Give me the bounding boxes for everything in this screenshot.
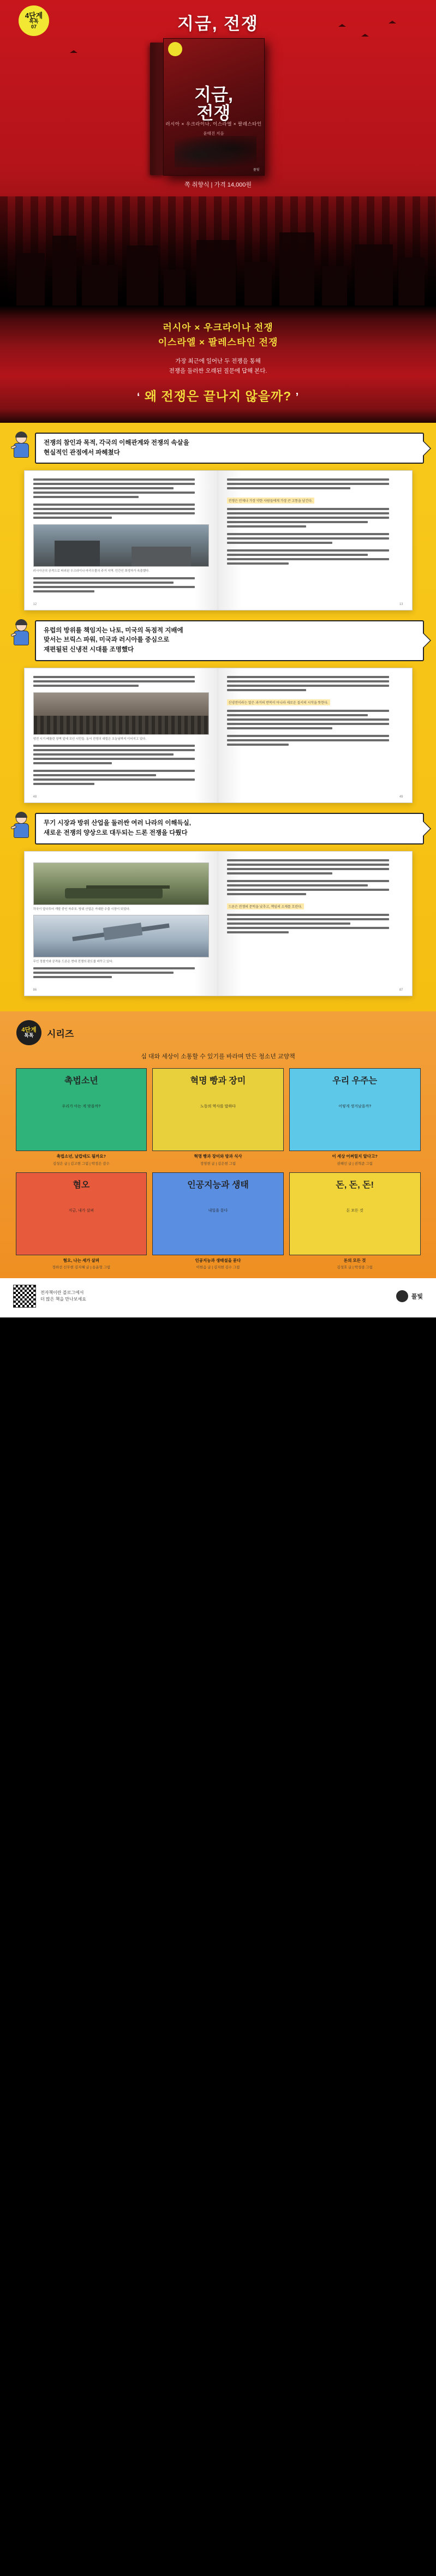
footer-line-2: 더 많은 책을 만나보세요	[40, 1297, 86, 1302]
thumb-subtitle: 지금, 내가 살펴	[68, 1208, 94, 1213]
cover-badge-icon	[168, 42, 182, 56]
text-block	[227, 508, 403, 528]
quote-close-mark: ’	[295, 391, 300, 403]
book-author: 정하선 신무현 김지혜 글 | 송윤형 그림	[52, 1266, 111, 1270]
text-block	[33, 770, 209, 785]
book-title: 돈의 모든 것	[343, 1257, 366, 1263]
feature-header-1	[0, 433, 436, 464]
book-title: 촉법소년, 날캅데도 될까요?	[56, 1154, 106, 1159]
thumb-title: 혐오	[73, 1180, 90, 1190]
hero-section	[0, 0, 436, 305]
publisher-mark-icon	[396, 1290, 408, 1302]
spread-page-left	[25, 852, 218, 996]
page-number-right: 87	[399, 989, 403, 992]
spread-page-right	[218, 668, 412, 802]
highlight-text: 드론은 전쟁의 문턱을 낮추고, 책임의 소재를 흐린다.	[227, 903, 304, 909]
bird-icon	[389, 21, 396, 23]
series-book-card[interactable]	[289, 1172, 421, 1270]
feature-banner-2-line2: 맞서는 브릭스 파워, 미국과 러시아를 중심으로	[44, 637, 170, 644]
series-badge-line2: 톡톡	[24, 1033, 34, 1039]
thumb-title: 인공지능과 생태	[187, 1180, 249, 1190]
text-block	[227, 478, 403, 489]
text-block	[33, 478, 209, 498]
photo-artillery	[33, 862, 209, 905]
series-title: 시리즈	[47, 1028, 74, 1039]
highlight-text: 전쟁은 언제나 가장 약한 사람들에게 가장 큰 고통을 남긴다.	[227, 498, 314, 504]
publisher-logo	[396, 1290, 423, 1302]
series-subtitle: 십 대와 세상이 소통할 수 있기를 바라며 만든 청소년 교양책	[141, 1053, 295, 1061]
thumb-subtitle: 돈 모든 것	[346, 1208, 363, 1213]
page-number-right: 13	[399, 602, 403, 606]
page-number-left: 86	[33, 989, 37, 992]
series-badge-line2: 톡톡	[29, 19, 39, 25]
footer	[0, 1278, 436, 1317]
text-block	[227, 914, 403, 933]
series-badge-line3: 07	[31, 23, 37, 29]
mascot-icon	[12, 813, 31, 838]
band-description-1: 가장 최근에 일어난 두 전쟁을 통해	[175, 358, 261, 364]
war-line-1: 러시아 × 우크라이나 전쟁	[163, 322, 273, 333]
feature-banner-3-line2: 새로운 전쟁의 양상으로 대두되는 드론 전쟁을 다뤘다	[44, 830, 188, 837]
spread-page-right	[218, 852, 412, 996]
book-cover-image	[150, 38, 286, 177]
photo-drone	[33, 915, 209, 957]
footer-line-1: 전자책이란 블로그에서	[40, 1290, 84, 1295]
spread-page-right	[218, 471, 412, 609]
feature-banner-2-line1: 유럽의 방위를 책임지는 나토, 미국의 독점적 지배에	[44, 627, 183, 634]
feature-block-1	[0, 433, 436, 610]
text-block	[227, 676, 403, 691]
mascot-icon	[12, 620, 31, 645]
cover-title-line2: 전쟁	[196, 103, 231, 123]
feature-banner-2-line3: 재편될된 신냉전 시대를 조명했다	[44, 646, 134, 654]
series-book-card[interactable]	[289, 1068, 421, 1166]
bird-icon	[70, 50, 77, 53]
book-author: 김성호 글 | 박성종 그림	[337, 1266, 373, 1270]
book-thumbnail[interactable]	[289, 1172, 421, 1255]
ruins-artwork	[0, 196, 436, 305]
book-thumbnail[interactable]	[152, 1172, 284, 1255]
highlight-text: 신냉전이라는 말은 과거의 반복이 아니라 새로운 질서의 시작을 뜻한다.	[227, 699, 330, 705]
book-spread-3	[24, 851, 413, 997]
series-book-card[interactable]	[16, 1068, 147, 1166]
text-block	[227, 859, 403, 874]
thumb-subtitle: 우리가 아는 게 맞을까?	[62, 1105, 101, 1109]
text-block	[33, 745, 209, 764]
cover-author: 윤태진 지음	[203, 131, 224, 136]
photo-caption: 무인 정찰기와 공격용 드론은 현대 전쟁의 판도를 바꾸고 있다.	[33, 960, 114, 964]
book-spine	[150, 43, 164, 175]
book-title: 인공지능과 생태설을 묻다	[195, 1257, 241, 1263]
features-section	[0, 423, 436, 1012]
mascot-icon	[12, 433, 31, 458]
book-thumbnail[interactable]	[289, 1068, 421, 1151]
publisher-name: 풀빛	[411, 1293, 423, 1301]
book-thumbnail[interactable]	[16, 1172, 147, 1255]
thumb-subtitle: 내일을 묻다	[208, 1208, 228, 1213]
thumb-title: 혁명 빵과 장미	[190, 1076, 246, 1086]
book-thumbnail[interactable]	[16, 1068, 147, 1151]
book-title: 혁명 빵과 장미와 방과 식사	[194, 1154, 242, 1159]
thumb-subtitle: 노동의 역사를 말하다	[200, 1105, 236, 1109]
photo-caption: 러시아군의 공격으로 파괴된 우크라이나 마리우폴의 주거 지역. 민간인 희생자가 속출했다.	[33, 570, 150, 573]
feature-banner-1-line1: 전쟁의 참인과 목적, 각국의 이해관계와 전쟁의 속살을	[44, 439, 189, 446]
feature-banner-1	[35, 433, 424, 464]
thumb-title: 우리 우주는	[332, 1076, 378, 1086]
book-author: 이한음 글 | 김지현 김수 그림	[196, 1266, 240, 1270]
book-spread-2	[24, 668, 413, 803]
headline-quote	[0, 386, 436, 404]
spread-page-left	[25, 668, 218, 802]
page-title: 지금, 전쟁	[177, 14, 259, 33]
photo-caption: 냉전 시기 베를린 장벽 앞에 모인 시민들. 동서 진영의 대립은 오늘날까지 이어지고 있다.	[33, 738, 146, 741]
text-block	[227, 710, 403, 729]
text-block	[33, 504, 209, 519]
series-header	[0, 1020, 436, 1052]
cover-title	[164, 86, 264, 122]
spread-page-left	[25, 471, 218, 609]
page-number-left: 12	[33, 602, 37, 606]
feature-block-3	[0, 813, 436, 996]
book-author: 김성은 글 | 김고현 그림 | 박정은 감수	[52, 1161, 110, 1166]
text-block	[227, 735, 403, 746]
series-badge-line1: 4단계	[25, 11, 43, 20]
war-line-2: 이스라엘 × 팔레스타인 전쟁	[158, 337, 278, 348]
page-number-right: 49	[399, 795, 403, 799]
series-book-card[interactable]	[152, 1068, 284, 1166]
cover-subtitle: 러시아 × 우크라이나, 이스라엘 × 팔레스타인	[165, 121, 262, 127]
photo-caption: 각국이 앞다투어 개발 중인 자주포. 방위 산업은 거대한 수출 시장이 되었다.	[33, 907, 130, 911]
text-block	[227, 533, 403, 544]
page-number-left: 48	[33, 795, 37, 799]
cover-title-line1: 지금,	[194, 85, 233, 104]
feature-banner-1-line2: 현실적인 관점에서 파헤쳤다	[44, 449, 120, 456]
bird-icon	[361, 34, 369, 37]
qr-code-icon[interactable]	[13, 1285, 36, 1308]
thumb-title: 돈, 돈, 돈!	[336, 1180, 374, 1190]
book-thumbnail[interactable]	[152, 1068, 284, 1151]
bird-icon	[338, 24, 346, 27]
price-line: 쪽 취향식 | 가격 14,000원	[184, 182, 252, 188]
series-badge	[16, 1020, 41, 1045]
series-section	[0, 1011, 436, 1278]
feature-header-2	[0, 620, 436, 661]
book-spread-1	[24, 470, 413, 610]
text-block	[33, 676, 209, 687]
book-title: 이 세상 어쩌릴지 알다고?	[332, 1154, 378, 1159]
book-author: 정영현 글 | 김은현 그림	[200, 1161, 236, 1166]
series-book-grid	[16, 1068, 421, 1278]
feature-block-2	[0, 620, 436, 804]
thumb-subtitle: 어떻게 생겨났을까?	[338, 1105, 372, 1109]
book-title: 혐오, 나는 세가 살펴	[63, 1257, 99, 1263]
cover-artwork	[175, 136, 256, 167]
quote-text: 왜 전쟁은 끝나지 않을까?	[144, 388, 292, 403]
question-band	[0, 305, 436, 423]
footer-text	[40, 1290, 86, 1304]
text-block	[33, 577, 209, 592]
series-badge-line1: 4단계	[21, 1027, 37, 1034]
feature-banner-2	[35, 620, 424, 661]
photo-war-ruins	[33, 524, 209, 567]
quote-open-mark: ‘	[136, 391, 141, 403]
feature-banner-3	[35, 813, 424, 844]
book-author: 권해인 글 | 권혁준 그림	[337, 1161, 373, 1166]
series-book-card[interactable]	[16, 1172, 147, 1270]
footer-left	[13, 1285, 86, 1308]
band-description-2: 전쟁을 둘러싼 오래된 질문에 답해 본다.	[169, 367, 267, 374]
text-block	[33, 967, 209, 978]
feature-banner-3-line1: 무기 시장과 방위 산업을 둘러싼 여러 나라의 이해득실,	[44, 820, 191, 827]
feature-header-3	[0, 813, 436, 844]
cover-publisher: 풀빛	[253, 169, 260, 172]
text-block	[227, 549, 403, 565]
book-front-cover	[163, 38, 265, 176]
text-block	[227, 880, 403, 895]
photo-berlin-wall	[33, 692, 209, 735]
series-book-card[interactable]	[152, 1172, 284, 1270]
thumb-title: 촉법소년	[64, 1076, 98, 1086]
